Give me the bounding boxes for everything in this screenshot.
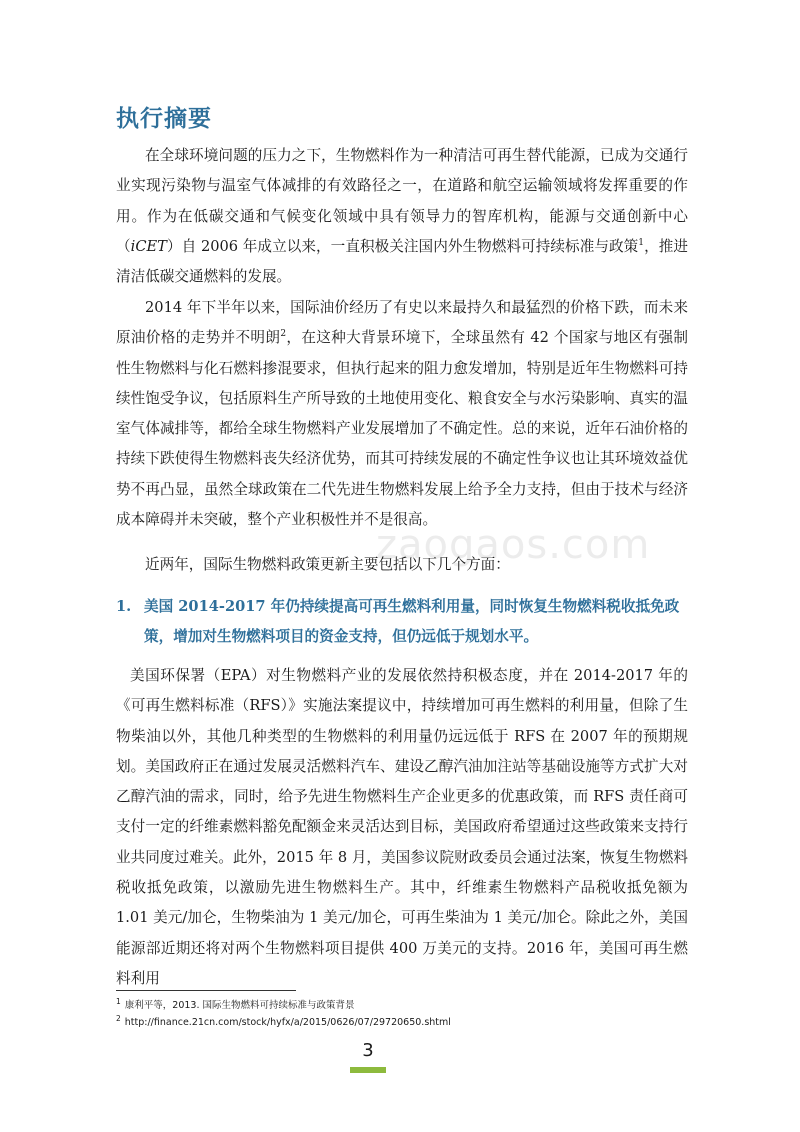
section-title: 执行摘要 [116,106,212,132]
list-number: 1. [116,598,132,615]
page-number-bar [350,1067,386,1073]
p1-text-a: 在全球环境问题的压力之下，生物燃料作为一种清洁可再生替代能源，已成为交通行业实现污染物与温室气体减排的有效路径之一，在道路和航空运输领域将发挥重要的作用。作为在低碳交通和气候变化领域中具有领导力的智库机构，能源与交通创新中心（ [116,147,688,255]
paragraph-policy-intro: 近两年，国际生物燃料政策更新主要包括以下几个方面： [145,556,510,573]
footnote-text: 康利平等，2013. 国际生物燃料可持续标准与政策背景 [124,1000,355,1012]
footnote-divider [116,990,296,991]
paragraph-us-policy: 美国环保署（EPA）对生物燃料产业的发展依然持积极态度，并在 2014-2017 年的《可再生燃料标准（RFS）》实施法案提议中，持续增加可再生燃料的利用量，但除了生物柴油以外，其他几种类型的生物燃料的利用量仍远远低于 RFS 在 2007 年的预期规划。美国政府正在通过发展灵活燃料汽车、建设乙醇汽油加注站等基础设施等方式扩大对乙醇汽油的需求，同时，给予先进生物燃料生产企业更多的优惠政策，而 RFS 责任商可支付一定的纤维素燃料豁免配额金来灵活达到目标，美国政府希望通过这些政策来支持行业共同度过难关。此外，2015 年 8 月，美国参议院财政委员会通过法案，恢复生物燃料税收抵免政策，以激励先进生物燃料生产。其中，纤维素生物燃料产品税收抵免额为 1.01 美元/加仑，生物柴油为 1 美元/加仑，可再生柴油为 1 美元/加仑。除此之外，美国能源部近期还将对两个生物燃料项目提供 400 万美元的支持。2016 年，美国可再生燃料利用 [116,667,688,987]
footnote-ref-2[interactable]: 2 [280,329,287,340]
p1-text-b: ）自 2006 年成立以来，一直积极关注国内外生物燃料可持续标准与政策 [166,237,639,255]
p1-text-c: ，推进清洁低碳交通燃料的发展。 [116,237,688,286]
paragraph-oil-price [116,293,688,535]
footnote-1 [116,997,355,1011]
list-heading-text: 美国 2014-2017 年仍持续提高可再生燃料利用量，同时恢复生物燃料税收抵免政策，增加对生物燃料项目的资金支持，但仍远低于规划水平。 [144,598,680,645]
page-number: 3 [362,1040,374,1061]
footnote-2 [116,1014,451,1028]
footnote-mark: 2 [116,1014,121,1023]
footnote-link[interactable]: http://finance.21cn.com/stock/hyfx/a/2015/0626/07/29720650.shtml [124,1017,451,1029]
p2-text-b: ，在这种大背景环境下，全球虽然有 42 个国家与地区有强制性生物燃料与化石燃料掺混要求，但执行起来的阻力愈发增加，特别是近年生物燃料可持续性饱受争议，包括原料生产所导致的土地使用变化、粮食安全与水污染影响、真实的温室气体减排等，都给全球生物燃料产业发展增加了不确定性。总的来说，近年石油价格的持续下跌使得生物燃料丧失经济优势，而其可持续发展的不确定性争议也让其环境效益优势不再凸显，虽然全球政策在二代先进生物燃料发展上给予全力支持，但由于技术与经济成本障碍并未突破，整个产业积极性并不是很高。 [116,329,688,529]
footnote-mark: 1 [116,997,121,1006]
footnote-ref-1[interactable]: 1 [638,238,645,249]
watermark: zaogaos.com [376,522,651,568]
paragraph-intro [116,141,688,292]
list-heading-1 [116,592,696,652]
p2-text-a: 2014 年下半年以来，国际油价经历了有史以来最持久和最猛烈的价格下跌，而未来原油价格的走势并不明朗 [116,299,688,347]
p1-icet: iCET [130,237,167,255]
